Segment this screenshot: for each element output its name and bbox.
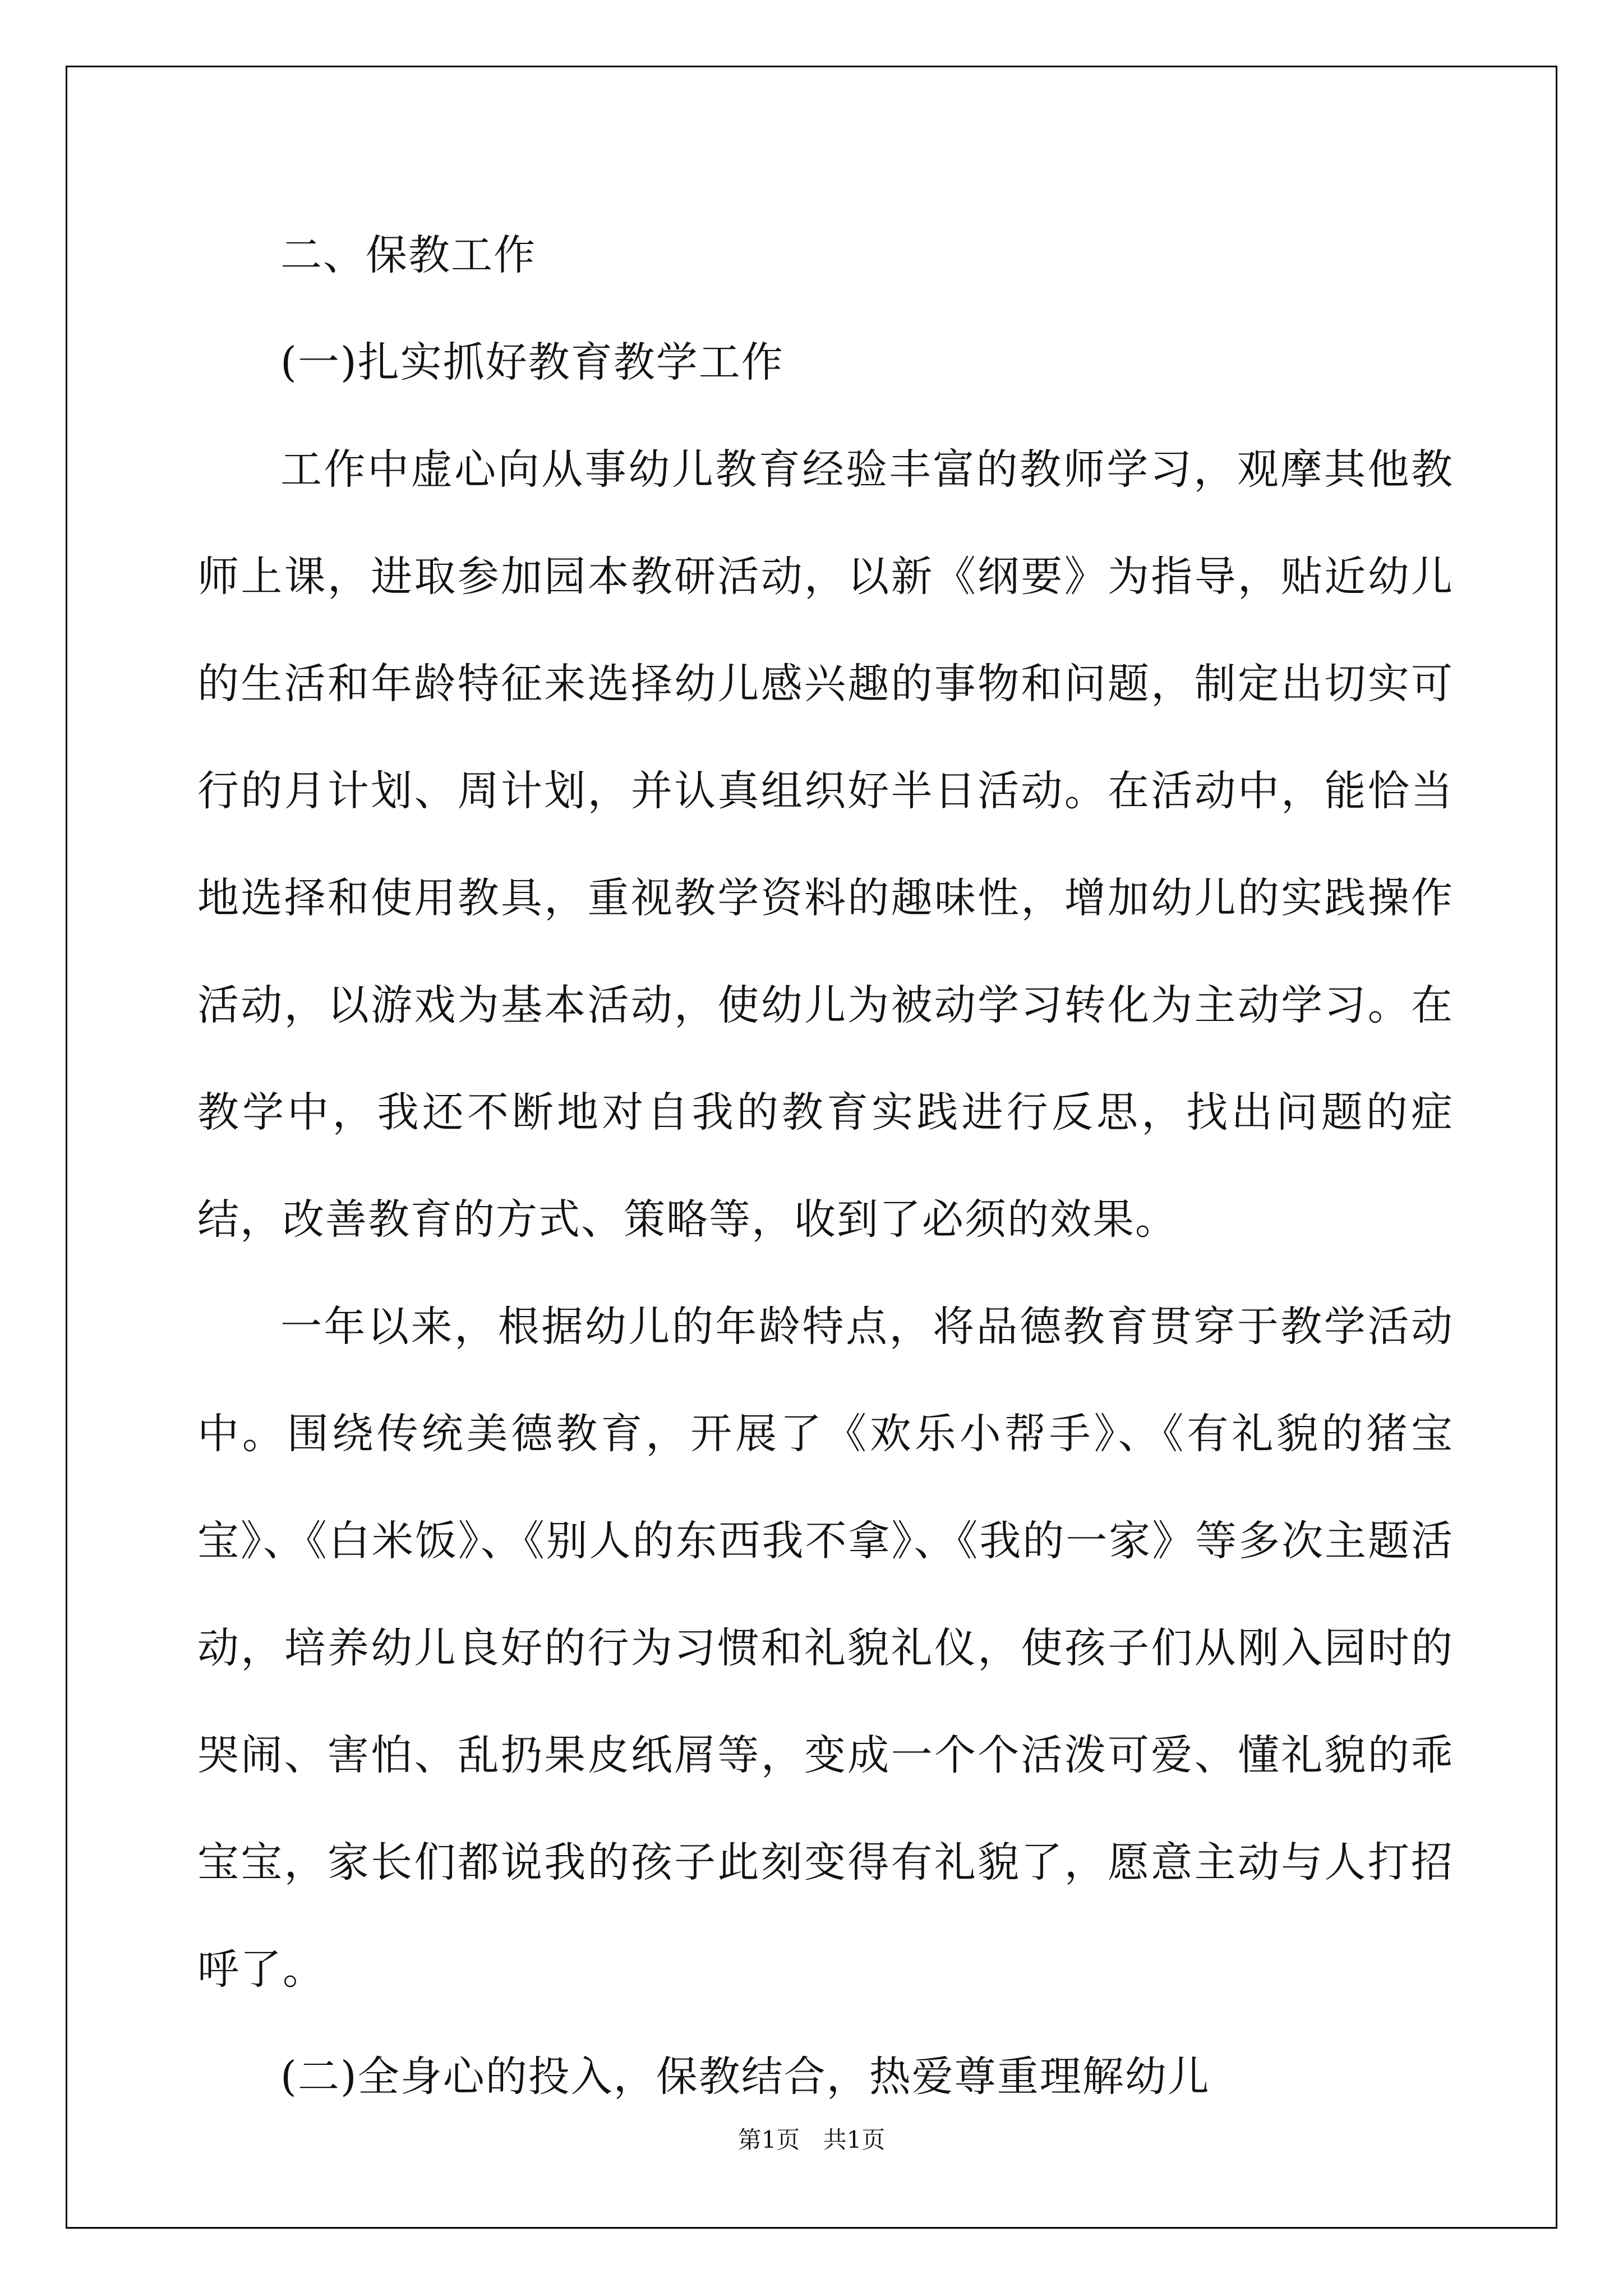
subsection-heading-1: (一)扎实抓好教育教学工作: [280, 338, 784, 386]
paragraph-2: 一年以来，根据幼儿的年龄特点，将品德教育贯穿于教学活动中。围绕传统美德教育，开展了《欢乐小帮手》、《有礼貌的猪宝宝》、《白米饭》、《别人的东西我不拿》、《我的一家》等多次主题活动，培养幼儿良好的行为习惯和礼貌礼仪，使孩子们从刚入园时的哭闹、害怕、乱扔果皮纸屑等，变成一个个活泼可爱、懂礼貌的乖宝宝，家长们都说我的孩子此刻变得有礼貌了，愿意主动与人打招呼了。: [197, 1303, 1454, 1994]
page-footer: [0, 2122, 1623, 2155]
page-number-current: 第1页: [737, 2126, 800, 2154]
document-body: [197, 202, 1454, 2131]
section-heading: 二、保教工作: [280, 231, 536, 279]
page-number-total: 共1页: [823, 2126, 886, 2154]
subsection-heading-2: (二)全身心的投入，保教结合，热爱尊重理解幼儿: [280, 2053, 1210, 2101]
paragraph-1: 工作中虚心向从事幼儿教育经验丰富的教师学习，观摩其他教师上课，进取参加园本教研活动，以新《纲要》为指导，贴近幼儿的生活和年龄特征来选择幼儿感兴趣的事物和问题，制定出切实可行的月计划、周计划，并认真组织好半日活动。在活动中，能恰当地选择和使用教具，重视教学资料的趣味性，增加幼儿的实践操作活动，以游戏为基本活动，使幼儿为被动学习转化为主动学习。在教学中，我还不断地对自我的教育实践进行反思，找出问题的症结，改善教育的方式、策略等，收到了必须的效果。: [197, 445, 1454, 1244]
